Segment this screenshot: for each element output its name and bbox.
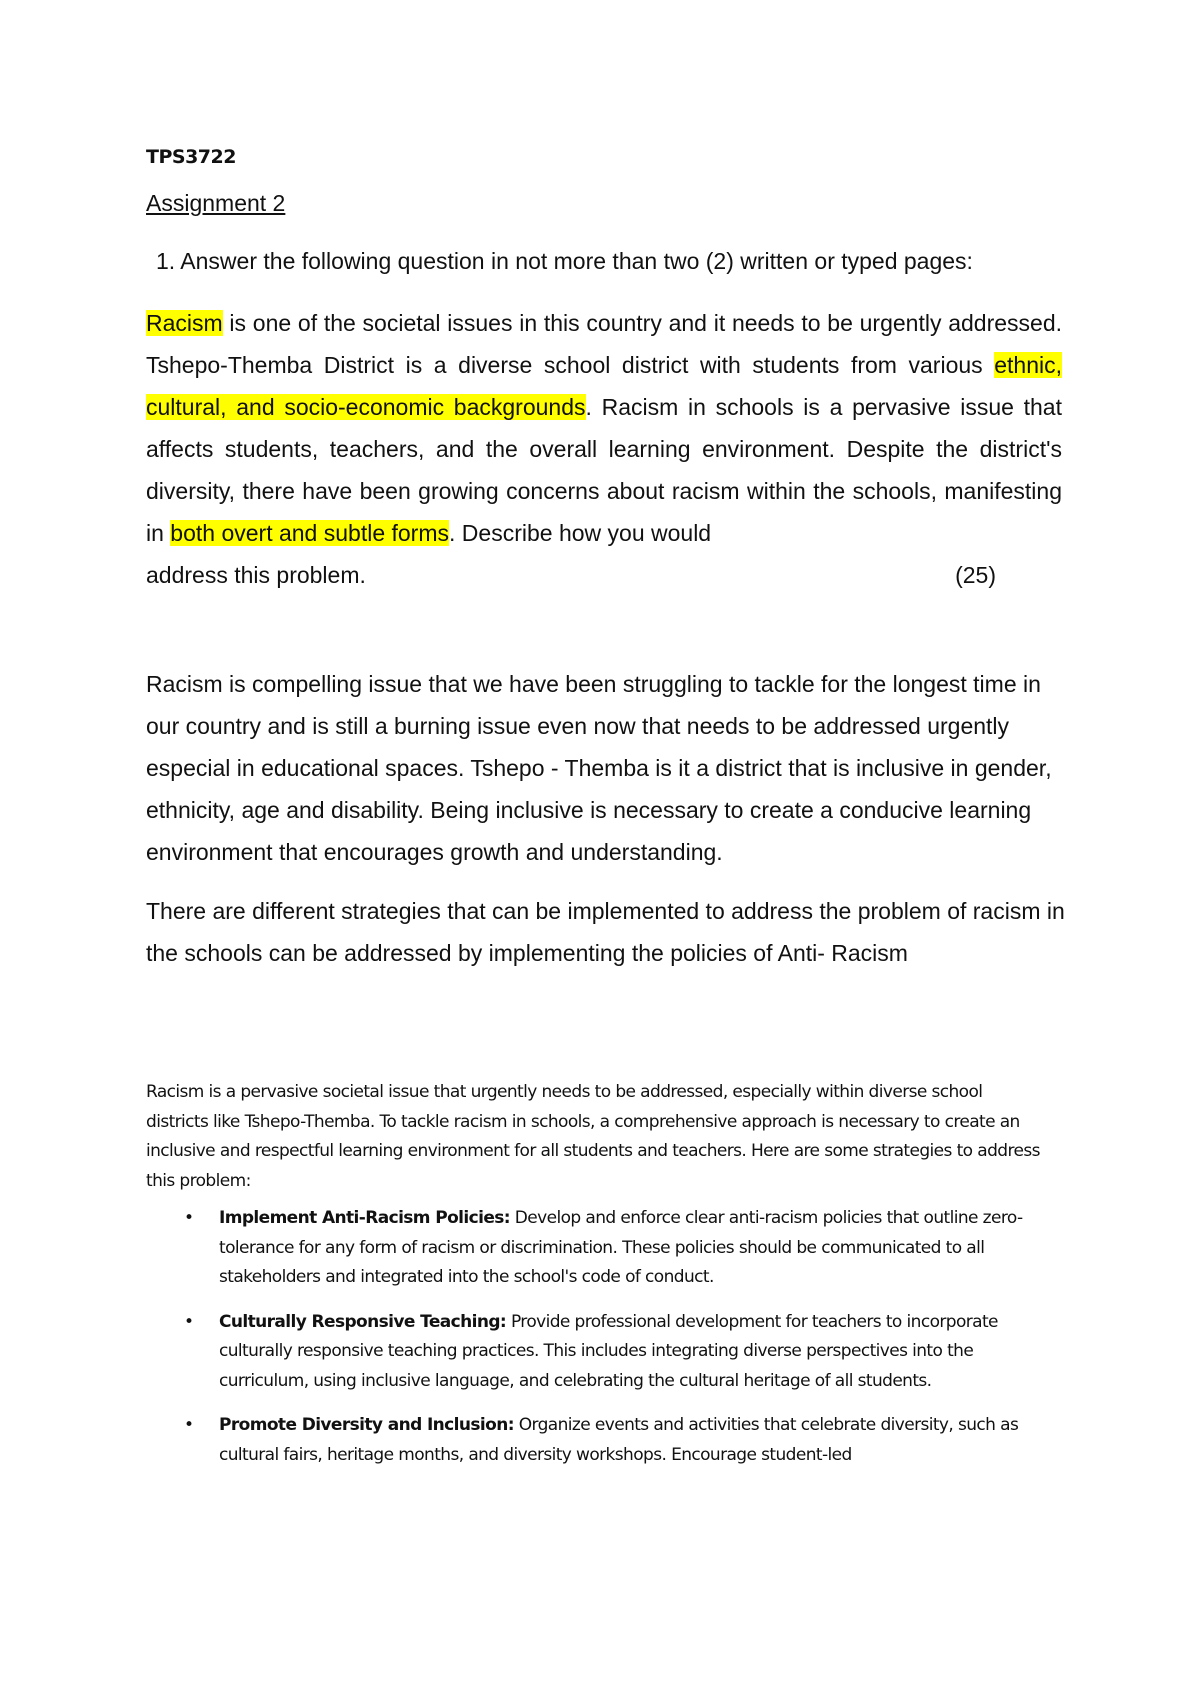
- list-item-text: Organize events and activities that celebrate diversity, such as cultural fairs, heritage months, and diversity workshops. Encourage student-led: [219, 1415, 1019, 1465]
- question-marks: (25): [955, 562, 996, 588]
- question-body: [146, 302, 1062, 596]
- strategies-list: [146, 1204, 1062, 1485]
- document-page: [146, 0, 1065, 1696]
- list-item-text: Develop and enforce clear anti-racism policies that outline zero-tolerance for any form of racism or discrimination. These policies should be communicated to all stakeholders and integrated into the school's code of conduct.: [219, 1208, 1023, 1287]
- highlight-backgrounds: ethnic, cultural, and socio-economic backgrounds: [146, 352, 1062, 420]
- list-item-heading: Implement Anti-Racism Policies:: [219, 1208, 510, 1228]
- assignment-title: Assignment 2: [146, 190, 286, 216]
- list-item: [146, 1411, 1062, 1470]
- highlight-forms: both overt and subtle forms: [170, 520, 450, 546]
- bullet-icon: •: [184, 1415, 194, 1435]
- question-last-line: [146, 554, 996, 596]
- list-item-heading: Promote Diversity and Inclusion:: [219, 1415, 514, 1435]
- question-text-1: is one of the societal issues in this country and it needs to be urgently addressed. Tshepo-Themba District is a diverse school district with students from various: [146, 310, 1062, 378]
- answer-paragraph-1: Racism is compelling issue that we have been struggling to tackle for the longest time in our country and is still a burning issue even now that needs to be addressed urgently especial in educational spaces. Tshepo - Themba is it a district that is inclusive in gender, ethnicity, age and disability. Being inclusive is necessary to create a conducive learning environment that encourages growth and understanding.: [146, 671, 1052, 865]
- strategies-intro: Racism is a pervasive societal issue that urgently needs to be addressed, especially within diverse school districts like Tshepo-Themba. To tackle racism in schools, a comprehensive approach is necessary to create an inclusive and respectful learning environment for all students and teachers. Here are some strategies to address this problem:: [146, 1082, 1040, 1191]
- answer-paragraph-2: There are different strategies that can be implemented to address the problem of racism in the schools can be addressed by implementing the policies of Anti- Racism: [146, 898, 1065, 966]
- list-item: [146, 1204, 1062, 1293]
- question-text-2: . Racism in schools is a pervasive issue that affects students, teachers, and the overall learning environment. Despite the district's diversity, there have been growing concerns about racism within the schools, manifesting in: [146, 394, 1062, 546]
- course-code: TPS3722: [146, 146, 236, 168]
- question-last-text: address this problem.: [146, 562, 366, 588]
- list-item-heading: Culturally Responsive Teaching:: [219, 1311, 507, 1332]
- bullet-icon: •: [184, 1208, 194, 1228]
- bullet-icon: •: [184, 1311, 194, 1332]
- list-item-text: Provide professional development for teachers to incorporate culturally responsive teaching practices. This includes integrating diverse perspectives into the curriculum, using inclusive language, and celebrating the cultural heritage of all students.: [219, 1311, 998, 1391]
- list-item: [146, 1308, 1062, 1397]
- question-text-3: . Describe how you would: [449, 520, 712, 546]
- highlight-racism: Racism: [146, 310, 223, 336]
- question-instruction: 1. Answer the following question in not more than two (2) written or typed pages:: [156, 248, 973, 274]
